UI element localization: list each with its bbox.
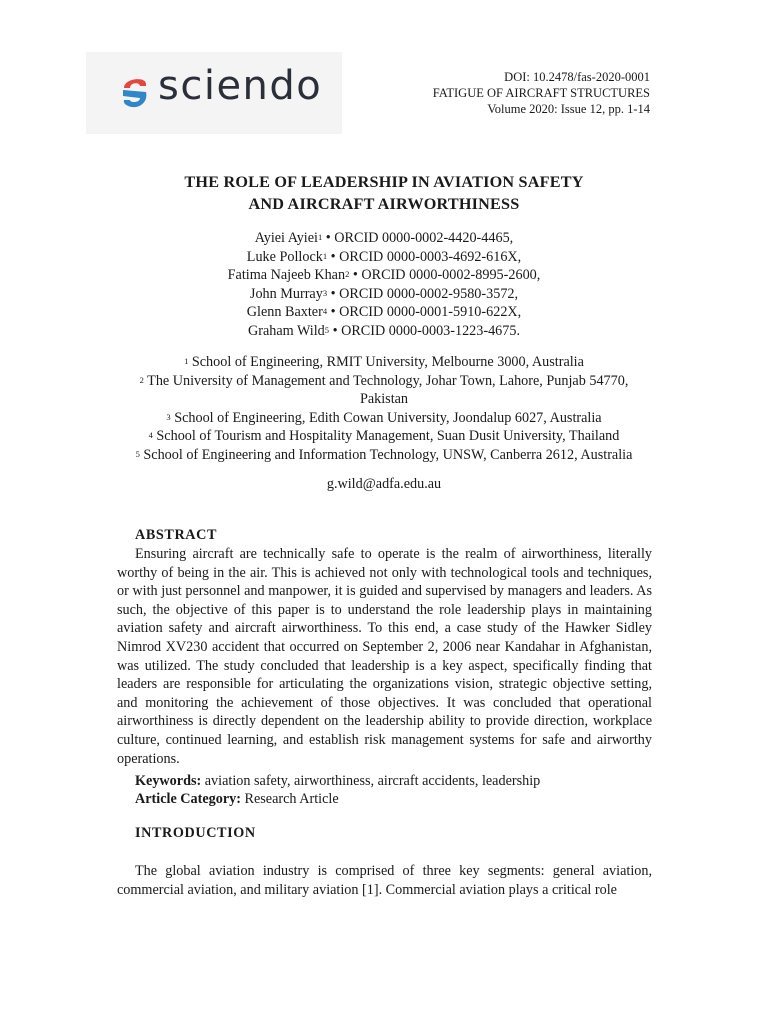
author-list bbox=[0, 229, 768, 341]
affiliation-item-cont: Pakistan bbox=[359, 391, 409, 408]
author-item: Fatima Najeeb Khan$^2$ • ORCID 0000-0002-8995-2600, bbox=[227, 267, 541, 284]
journal-volume: Volume 2020: Issue 12, pp. 1-14 bbox=[487, 102, 650, 116]
author-item: Ayiei Ayiei$^1$ • ORCID 0000-0002-4420-4465, bbox=[254, 230, 514, 246]
title-line-2: AND AIRCRAFT AIRWORTHINESS bbox=[248, 195, 520, 213]
sciendo-logo-icon bbox=[118, 70, 152, 114]
keywords: Keywords: aviation safety, airworthiness, aircraft accidents, leadership bbox=[135, 773, 541, 789]
article-category: Article Category: Research Article bbox=[135, 791, 339, 807]
abstract-heading: ABSTRACT bbox=[135, 527, 218, 543]
journal-name: FATIGUE OF AIRCRAFT STRUCTURES bbox=[432, 86, 650, 100]
title-line-1: THE ROLE OF LEADERSHIP IN AVIATION SAFETY bbox=[184, 173, 584, 191]
author-item: Graham Wild$^5$ • ORCID 0000-0003-1223-4675. bbox=[247, 322, 521, 339]
affiliation-item: $^4$ School of Tourism and Hospitality Management, Suan Dusit University, Thailand bbox=[148, 428, 620, 445]
introduction-text: The global aviation industry is comprised of three key segments: general aviation, commercial aviation, and military aviation [1]. Commercial aviation plays a critical role bbox=[117, 863, 652, 898]
affiliation-item: $^3$ School of Engineering, Edith Cowan University, Joondalup 6027, Australia bbox=[166, 409, 602, 426]
author-item: Glenn Baxter$^4$ • ORCID 0000-0001-5910-622X, bbox=[246, 304, 522, 321]
abstract-text: Ensuring aircraft are technically safe to operate is the realm of airworthiness, literally worthy of being in the air. This is achieved not only with technological tools and techniques, or with just personnel and manpower, it is guided and supervised by managers and leaders. As such, the objective of this paper is to understand the role leadership plays in maintaining aviation safety and aircraft airworthiness. To this end, a case study of the Hawker Sidley Nimrod XV230 accident that occurred on September 2, 2006 near Kandahar in Afghanistan, was utilized. The study concluded that leadership is a key aspect, specifically finding that leaders are responsible for articulating the organizations vision, strategic objective setting, and monitoring the achievement of those objectives. It was concluded that operational airworthiness is directly dependent on the leadership ability to provide direction, workplace culture, continued learning, and establish risk management systems for safe and airworthy operations. bbox=[117, 546, 652, 767]
affiliation-item: $^2$ The University of Management and Technology, Johar Town, Lahore, Punjab 54770, bbox=[139, 372, 629, 389]
affiliation-item: $^5$ School of Engineering and Information Technology, UNSW, Canberra 2612, Australia bbox=[135, 446, 633, 463]
publisher-name: sciendo bbox=[158, 63, 323, 109]
journal-info bbox=[433, 69, 650, 117]
author-item: Luke Pollock$^1$ • ORCID 0000-0003-4692-616X, bbox=[246, 248, 522, 265]
doi: DOI: 10.2478/fas-2020-0001 bbox=[504, 70, 650, 84]
introduction-heading: INTRODUCTION bbox=[135, 825, 256, 841]
author-item: John Murray$^3$ • ORCID 0000-0002-9580-3572, bbox=[249, 285, 519, 302]
corresponding-email[interactable]: g.wild@adfa.edu.au bbox=[326, 476, 442, 492]
paper-title bbox=[0, 171, 768, 215]
affiliation-item: $^1$ School of Engineering, RMIT University, Melbourne 3000, Australia bbox=[184, 354, 584, 370]
publisher-logo bbox=[86, 52, 342, 134]
affiliation-list bbox=[0, 353, 768, 465]
